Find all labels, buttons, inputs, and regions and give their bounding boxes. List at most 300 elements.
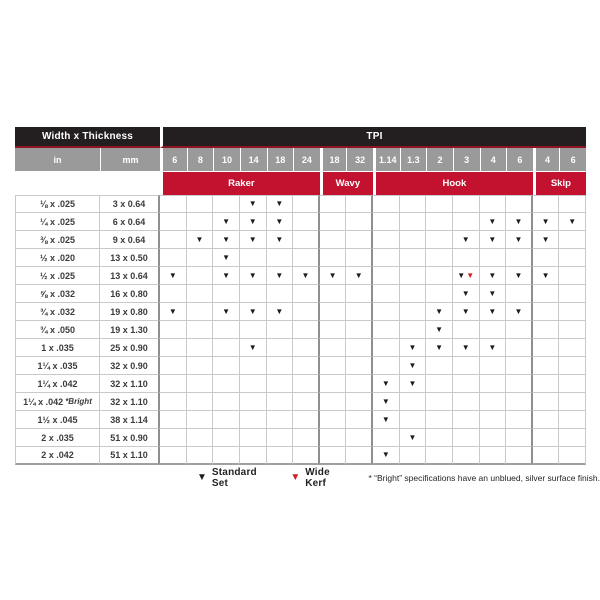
tpi-cell (506, 339, 533, 357)
tpi-cell (559, 213, 586, 231)
standard-set-icon: ▼ (541, 234, 550, 244)
tpi-cell (187, 267, 214, 285)
mark-group (382, 451, 390, 459)
tpi-cell (426, 393, 453, 411)
tpi-cell (187, 429, 214, 447)
tpi-cell (373, 411, 400, 429)
tpi-cell (213, 285, 240, 303)
set-type-label: Hook (373, 171, 533, 195)
wide-kerf-icon: ▼ (466, 270, 475, 280)
tpi-cell (426, 321, 453, 339)
tpi-cell (267, 303, 294, 321)
tpi-cell (160, 303, 187, 321)
blade-spec-table (15, 127, 586, 465)
tpi-cell (373, 249, 400, 267)
tpi-cell (373, 357, 400, 375)
mark-group (488, 218, 496, 226)
tpi-column-header: 6 (160, 148, 187, 171)
tpi-cell (400, 213, 427, 231)
standard-set-icon: ▼ (222, 216, 231, 226)
legend-wide-kerf-label: Wide Kerf (305, 467, 330, 489)
tpi-cell (400, 339, 427, 357)
tpi-cell (320, 231, 347, 249)
row-width-in: 1¼ x .042 (15, 375, 100, 393)
tpi-cell (160, 285, 187, 303)
mark-group (355, 272, 363, 280)
standard-set-icon: ▼ (488, 288, 497, 298)
table-row (15, 267, 586, 285)
tpi-cell (559, 321, 586, 339)
set-type-band (15, 171, 586, 195)
row-width-mm: 13 x 0.50 (100, 249, 160, 267)
tpi-cell (187, 357, 214, 375)
row-width-in: ½ x .020 (15, 249, 100, 267)
mm-column-header: mm (100, 148, 160, 171)
tpi-cell (320, 393, 347, 411)
tpi-cell (267, 321, 294, 339)
standard-set-icon: ▼ (275, 270, 284, 280)
tpi-cell (533, 213, 560, 231)
tpi-cell (453, 339, 480, 357)
wide-kerf-marker-icon: ▼ (290, 472, 301, 483)
tpi-cell (373, 195, 400, 213)
tpi-cell (187, 447, 214, 465)
mark-group (514, 308, 522, 316)
tpi-cell (373, 339, 400, 357)
table-row (15, 285, 586, 303)
tpi-cell (160, 429, 187, 447)
mark-group (222, 236, 230, 244)
tpi-cell (480, 393, 507, 411)
standard-set-icon: ▼ (408, 342, 417, 352)
tpi-cell (559, 393, 586, 411)
tpi-cell (559, 375, 586, 393)
tpi-cell (533, 195, 560, 213)
tpi-cell (453, 375, 480, 393)
tpi-cell (213, 321, 240, 339)
standard-set-icon: ▼ (195, 234, 204, 244)
row-width-in: ½ x .025 (15, 267, 100, 285)
row-width-in: ¾ x .032 (15, 303, 100, 321)
tpi-column-header: 8 (187, 148, 214, 171)
tpi-cell (293, 213, 320, 231)
tpi-cell (533, 447, 560, 465)
standard-set-icon: ▼ (435, 324, 444, 334)
tpi-cell (453, 267, 480, 285)
table-row (15, 195, 586, 213)
tpi-cell (533, 411, 560, 429)
tpi-cell (506, 213, 533, 231)
mark-group (249, 218, 257, 226)
tpi-cell (533, 339, 560, 357)
tpi-cell (267, 213, 294, 231)
table-row (15, 411, 586, 429)
tpi-cell (320, 267, 347, 285)
tpi-cell (346, 447, 373, 465)
tpi-cell (400, 411, 427, 429)
tpi-cell (506, 411, 533, 429)
row-width-mm: 51 x 0.90 (100, 429, 160, 447)
tpi-cell (480, 411, 507, 429)
width-thickness-header: Width x Thickness (15, 127, 160, 148)
tpi-cell (293, 429, 320, 447)
standard-set-icon: ▼ (248, 342, 257, 352)
tpi-column-header: 24 (293, 148, 320, 171)
standard-set-icon: ▼ (461, 342, 470, 352)
column-header-band (15, 148, 586, 171)
tpi-cell (453, 195, 480, 213)
standard-set-icon: ▼ (408, 360, 417, 370)
tpi-cell (400, 321, 427, 339)
tpi-cell (213, 195, 240, 213)
tpi-column-header: 32 (346, 148, 373, 171)
table-row (15, 213, 586, 231)
tpi-cell (506, 447, 533, 465)
tpi-cell (426, 303, 453, 321)
tpi-cell (506, 393, 533, 411)
standard-set-icon: ▼ (275, 216, 284, 226)
standard-set-icon: ▼ (435, 342, 444, 352)
tpi-column-header: 6 (506, 148, 533, 171)
standard-set-icon: ▼ (514, 306, 523, 316)
standard-set-icon: ▼ (488, 342, 497, 352)
standard-set-icon: ▼ (461, 234, 470, 244)
mark-group (249, 344, 257, 352)
tpi-cell (187, 195, 214, 213)
standard-set-icon: ▼ (248, 306, 257, 316)
tpi-cell (506, 303, 533, 321)
tpi-cell (346, 429, 373, 447)
tpi-cell (426, 231, 453, 249)
tpi-cell (293, 249, 320, 267)
tpi-cell (400, 303, 427, 321)
mark-group (462, 236, 470, 244)
tpi-cell (506, 321, 533, 339)
category-band-spacer (15, 171, 160, 195)
tpi-cell (559, 249, 586, 267)
mark-group (408, 344, 416, 352)
table-row (15, 339, 586, 357)
tpi-cell (267, 231, 294, 249)
tpi-cell (346, 357, 373, 375)
tpi-cell (213, 357, 240, 375)
tpi-cell (160, 321, 187, 339)
tpi-cell (187, 249, 214, 267)
table-row (15, 429, 586, 447)
table-row (15, 249, 586, 267)
tpi-cell (320, 285, 347, 303)
tpi-cell (346, 321, 373, 339)
standard-set-icon: ▼ (222, 306, 231, 316)
mark-group (488, 272, 496, 280)
tpi-cell (346, 303, 373, 321)
tpi-cell (506, 429, 533, 447)
tpi-cell (240, 195, 267, 213)
tpi-cell (267, 411, 294, 429)
tpi-cell (559, 231, 586, 249)
tpi-cell (373, 231, 400, 249)
tpi-cell (187, 339, 214, 357)
set-type-label: Skip (533, 171, 586, 195)
tpi-cell (400, 357, 427, 375)
mark-group (222, 218, 230, 226)
table-row (15, 357, 586, 375)
tpi-cell (187, 375, 214, 393)
tpi-cell (533, 267, 560, 285)
tpi-cell (213, 375, 240, 393)
tpi-cell (293, 267, 320, 285)
tpi-cell (373, 429, 400, 447)
row-width-mm: 19 x 0.80 (100, 303, 160, 321)
tpi-cell (426, 339, 453, 357)
tpi-column-header: 18 (267, 148, 294, 171)
set-type-label: Wavy (320, 171, 373, 195)
tpi-cell (213, 411, 240, 429)
mark-group (488, 290, 496, 298)
tpi-cell (160, 411, 187, 429)
row-width-in: 1 x .035 (15, 339, 100, 357)
tpi-cell (426, 375, 453, 393)
standard-set-icon: ▼ (222, 270, 231, 280)
tpi-cell (480, 357, 507, 375)
mark-group (435, 326, 443, 334)
tpi-column-header: 4 (533, 148, 560, 171)
tpi-cell (160, 357, 187, 375)
tpi-cell (373, 213, 400, 231)
row-width-in: ⅛ x .025 (15, 195, 100, 213)
tpi-cell (480, 195, 507, 213)
tpi-cell (453, 429, 480, 447)
tpi-cell (240, 357, 267, 375)
tpi-cell (320, 339, 347, 357)
tpi-cell (506, 285, 533, 303)
tpi-cell (506, 249, 533, 267)
tpi-cell (533, 303, 560, 321)
standard-set-icon: ▼ (514, 234, 523, 244)
mark-group (408, 362, 416, 370)
standard-set-icon: ▼ (408, 378, 417, 388)
mark-group (382, 416, 390, 424)
tpi-cell (453, 285, 480, 303)
tpi-cell (373, 267, 400, 285)
tpi-cell (426, 447, 453, 465)
mark-group (222, 272, 230, 280)
set-type-label: Raker (160, 171, 320, 195)
tpi-cell (320, 375, 347, 393)
tpi-cell (453, 249, 480, 267)
tpi-cell (267, 393, 294, 411)
tpi-cell (453, 303, 480, 321)
tpi-cell (187, 393, 214, 411)
standard-set-icon: ▼ (248, 270, 257, 280)
tpi-cell (267, 375, 294, 393)
mark-group (457, 272, 474, 280)
row-width-in: 2 x .042 (15, 447, 100, 465)
mark-group (542, 218, 550, 226)
tpi-cell (240, 321, 267, 339)
legend-standard-set-label: Standard Set (211, 467, 257, 489)
standard-set-icon: ▼ (568, 216, 577, 226)
table-row (15, 393, 586, 411)
tpi-cell (187, 213, 214, 231)
tpi-cell (293, 285, 320, 303)
tpi-cell (373, 303, 400, 321)
tpi-cell (240, 303, 267, 321)
tpi-cell (240, 393, 267, 411)
tpi-cell (240, 375, 267, 393)
tpi-cell (213, 339, 240, 357)
tpi-cell (453, 447, 480, 465)
mark-group (249, 308, 257, 316)
table-row (15, 447, 586, 465)
mark-group (222, 308, 230, 316)
standard-set-icon: ▼ (461, 306, 470, 316)
tpi-cell (400, 393, 427, 411)
tpi-cell (320, 447, 347, 465)
tpi-cell (506, 267, 533, 285)
standard-set-icon: ▼ (248, 234, 257, 244)
table-row (15, 321, 586, 339)
tpi-cell (187, 303, 214, 321)
tpi-cell (559, 285, 586, 303)
row-width-mm: 9 x 0.64 (100, 231, 160, 249)
standard-set-icon: ▼ (435, 306, 444, 316)
row-width-in: 1¼ x .042 *Bright (15, 393, 100, 411)
mark-group (514, 218, 522, 226)
tpi-cell (320, 249, 347, 267)
mark-group (488, 344, 496, 352)
tpi-column-header: 6 (559, 148, 586, 171)
tpi-cell (346, 411, 373, 429)
tpi-cell (320, 357, 347, 375)
tpi-cell (480, 231, 507, 249)
mark-group (462, 344, 470, 352)
tpi-cell (213, 429, 240, 447)
mark-group (275, 236, 283, 244)
tpi-cell (160, 249, 187, 267)
row-width-mm: 38 x 1.14 (100, 411, 160, 429)
tpi-cell (320, 321, 347, 339)
standard-set-icon: ▼ (381, 378, 390, 388)
tpi-cell (453, 213, 480, 231)
tpi-cell (400, 231, 427, 249)
standard-set-icon: ▼ (275, 199, 284, 208)
tpi-cell (533, 375, 560, 393)
tpi-cell (533, 393, 560, 411)
mark-group (408, 380, 416, 388)
tpi-cell (480, 303, 507, 321)
bright-footnote: * “Bright” specifications have an unblued, silver surface finish. (368, 473, 600, 483)
tpi-cell (160, 231, 187, 249)
row-width-mm: 16 x 0.80 (100, 285, 160, 303)
tpi-cell (373, 321, 400, 339)
mark-group (249, 272, 257, 280)
tpi-cell (346, 339, 373, 357)
tpi-cell (426, 411, 453, 429)
tpi-cell (320, 411, 347, 429)
tpi-cell (213, 249, 240, 267)
tpi-cell (373, 393, 400, 411)
tpi-cell (506, 375, 533, 393)
row-width-in: 1½ x .045 (15, 411, 100, 429)
mark-group (275, 218, 283, 226)
tpi-cell (160, 447, 187, 465)
tpi-cell (187, 411, 214, 429)
mark-group (462, 290, 470, 298)
tpi-cell (267, 447, 294, 465)
standard-set-marker-icon: ▼ (197, 472, 207, 483)
tpi-cell (559, 357, 586, 375)
row-width-mm: 3 x 0.64 (100, 195, 160, 213)
tpi-cell (426, 285, 453, 303)
tpi-cell (293, 393, 320, 411)
tpi-cell (346, 195, 373, 213)
tpi-cell (213, 213, 240, 231)
tpi-cell (293, 411, 320, 429)
mark-group (514, 236, 522, 244)
tpi-column-header: 1.3 (400, 148, 427, 171)
tpi-cell (267, 357, 294, 375)
tpi-cell (480, 321, 507, 339)
mark-group (195, 236, 203, 244)
tpi-cell (346, 375, 373, 393)
tpi-cell (320, 195, 347, 213)
tpi-cell (160, 195, 187, 213)
tpi-cell (240, 447, 267, 465)
in-column-header: in (15, 148, 100, 171)
tpi-cell (346, 249, 373, 267)
row-width-mm: 19 x 1.30 (100, 321, 160, 339)
standard-set-icon: ▼ (328, 270, 337, 280)
tpi-column-header: 18 (320, 148, 347, 171)
mark-group (542, 236, 550, 244)
tpi-cell (559, 195, 586, 213)
standard-set-icon: ▼ (248, 199, 257, 208)
standard-set-icon: ▼ (354, 270, 363, 280)
bright-suffix: *Bright (65, 397, 92, 406)
standard-set-icon: ▼ (168, 270, 177, 280)
tpi-cell (400, 375, 427, 393)
mark-group (222, 254, 230, 262)
tpi-cell (267, 267, 294, 285)
tpi-cell (160, 213, 187, 231)
row-width-in: 1¼ x .035 (15, 357, 100, 375)
tpi-cell (160, 267, 187, 285)
tpi-cell (400, 249, 427, 267)
tpi-cell (293, 375, 320, 393)
row-width-in: ⅝ x .032 (15, 285, 100, 303)
row-width-mm: 6 x 0.64 (100, 213, 160, 231)
tpi-cell (480, 249, 507, 267)
tpi-cell (453, 411, 480, 429)
tpi-cell (240, 213, 267, 231)
tpi-cell (506, 357, 533, 375)
mark-group (462, 308, 470, 316)
tpi-cell (559, 339, 586, 357)
tpi-header: TPI (160, 127, 586, 148)
tpi-cell (240, 267, 267, 285)
standard-set-icon: ▼ (381, 414, 390, 424)
tpi-cell (559, 303, 586, 321)
tpi-cell (533, 429, 560, 447)
tpi-cell (400, 195, 427, 213)
tpi-cell (160, 393, 187, 411)
standard-set-icon: ▼ (222, 252, 231, 262)
row-width-mm: 51 x 1.10 (100, 447, 160, 465)
tpi-cell (320, 429, 347, 447)
row-width-mm: 32 x 1.10 (100, 393, 160, 411)
tpi-cell (559, 429, 586, 447)
